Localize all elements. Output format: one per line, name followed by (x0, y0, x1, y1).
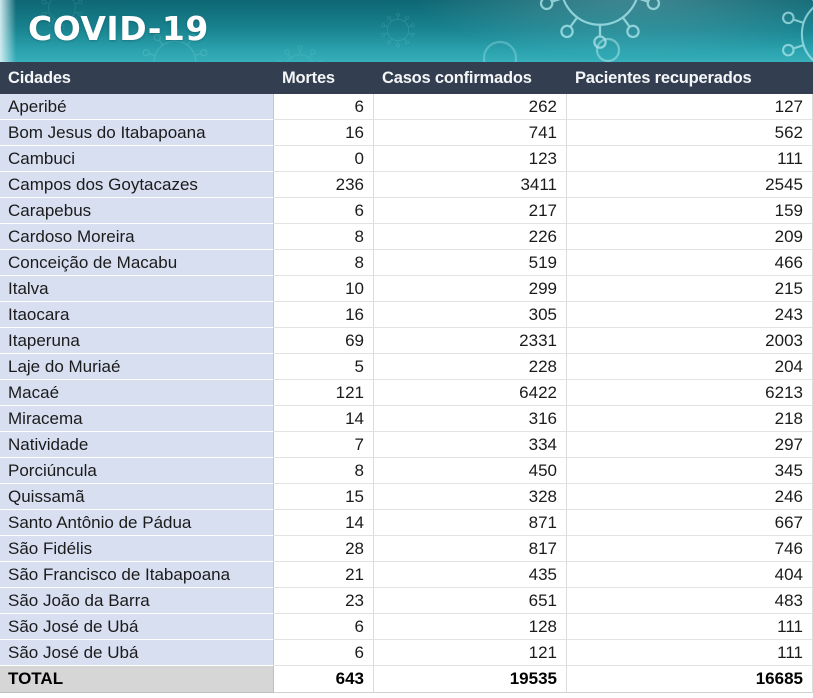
cell-recovered: 562 (567, 120, 813, 146)
cell-recovered: 218 (567, 406, 813, 432)
cell-recovered: 111 (567, 614, 813, 640)
cell-recovered: 2545 (567, 172, 813, 198)
cell-deaths: 8 (274, 250, 374, 276)
cell-recovered: 111 (567, 640, 813, 666)
table-row (0, 406, 813, 432)
cell-confirmed: 299 (374, 276, 567, 302)
table-row (0, 588, 813, 614)
cell-confirmed: 519 (374, 250, 567, 276)
cell-deaths: 8 (274, 224, 374, 250)
cell-confirmed: 316 (374, 406, 567, 432)
cell-recovered: 667 (567, 510, 813, 536)
table-row (0, 276, 813, 302)
cell-confirmed: 228 (374, 354, 567, 380)
table-row (0, 198, 813, 224)
cell-deaths: 16 (274, 302, 374, 328)
cell-city: Italva (0, 276, 274, 302)
cell-confirmed: 226 (374, 224, 567, 250)
cell-recovered: 466 (567, 250, 813, 276)
cell-city: São João da Barra (0, 588, 274, 614)
cell-confirmed: 741 (374, 120, 567, 146)
cell-deaths: 23 (274, 588, 374, 614)
column-header-confirmed: Casos confirmados (382, 69, 532, 87)
cell-deaths: 15 (274, 484, 374, 510)
cell-confirmed: 128 (374, 614, 567, 640)
cell-city: Quissamã (0, 484, 274, 510)
cell-deaths: 5 (274, 354, 374, 380)
cell-recovered: 297 (567, 432, 813, 458)
cell-city: Cambuci (0, 146, 274, 172)
cell-recovered: 159 (567, 198, 813, 224)
cell-deaths: 28 (274, 536, 374, 562)
cell-confirmed: 651 (374, 588, 567, 614)
cell-city: São Francisco de Itabapoana (0, 562, 274, 588)
cell-recovered: 204 (567, 354, 813, 380)
cell-confirmed: 871 (374, 510, 567, 536)
cell-city: Bom Jesus do Itabapoana (0, 120, 274, 146)
cell-confirmed: 2331 (374, 328, 567, 354)
table-row (0, 302, 813, 328)
table-row (0, 354, 813, 380)
cell-recovered: 483 (567, 588, 813, 614)
cell-city: Campos dos Goytacazes (0, 172, 274, 198)
table-row (0, 536, 813, 562)
cell-recovered: 209 (567, 224, 813, 250)
cell-recovered: 246 (567, 484, 813, 510)
cell-deaths: 6 (274, 640, 374, 666)
cell-recovered: 404 (567, 562, 813, 588)
cell-deaths: 6 (274, 198, 374, 224)
table-row (0, 146, 813, 172)
cell-deaths: 16 (274, 120, 374, 146)
table-row (0, 510, 813, 536)
cell-deaths: 6 (274, 614, 374, 640)
cell-deaths: 6 (274, 94, 374, 120)
table-row (0, 224, 813, 250)
table-row (0, 458, 813, 484)
cell-deaths: 7 (274, 432, 374, 458)
cell-confirmed: 6422 (374, 380, 567, 406)
table-row (0, 94, 813, 120)
cell-city: Carapebus (0, 198, 274, 224)
cell-city: Porciúncula (0, 458, 274, 484)
table-row (0, 614, 813, 640)
cell-recovered: 127 (567, 94, 813, 120)
table-row (0, 640, 813, 666)
banner (0, 0, 813, 62)
cell-deaths: 21 (274, 562, 374, 588)
cell-city: São José de Ubá (0, 614, 274, 640)
cell-confirmed: 817 (374, 536, 567, 562)
cell-recovered: 111 (567, 146, 813, 172)
total-confirmed-value: 19535 (374, 666, 567, 693)
cell-recovered: 2003 (567, 328, 813, 354)
cell-deaths: 236 (274, 172, 374, 198)
cell-city: Miracema (0, 406, 274, 432)
cell-recovered: 6213 (567, 380, 813, 406)
table-row (0, 120, 813, 146)
cell-city: Laje do Muriaé (0, 354, 274, 380)
cell-confirmed: 305 (374, 302, 567, 328)
table-row (0, 380, 813, 406)
cell-city: Natividade (0, 432, 274, 458)
cell-confirmed: 121 (374, 640, 567, 666)
total-label: TOTAL (0, 666, 274, 693)
cell-recovered: 215 (567, 276, 813, 302)
cell-confirmed: 3411 (374, 172, 567, 198)
table-row (0, 172, 813, 198)
table-row (0, 432, 813, 458)
cell-confirmed: 262 (374, 94, 567, 120)
table-row (0, 562, 813, 588)
cell-city: Cardoso Moreira (0, 224, 274, 250)
column-header-cities: Cidades (8, 69, 71, 87)
cell-city: Itaperuna (0, 328, 274, 354)
cell-city: São Fidélis (0, 536, 274, 562)
cell-deaths: 14 (274, 510, 374, 536)
cell-city: Macaé (0, 380, 274, 406)
cell-recovered: 243 (567, 302, 813, 328)
cell-confirmed: 450 (374, 458, 567, 484)
cell-confirmed: 217 (374, 198, 567, 224)
cell-confirmed: 328 (374, 484, 567, 510)
cell-deaths: 14 (274, 406, 374, 432)
column-header-recovered: Pacientes recuperados (575, 69, 752, 87)
column-header-deaths: Mortes (282, 69, 335, 87)
cell-confirmed: 435 (374, 562, 567, 588)
cell-deaths: 8 (274, 458, 374, 484)
cell-city: Itaocara (0, 302, 274, 328)
cell-deaths: 69 (274, 328, 374, 354)
cell-deaths: 121 (274, 380, 374, 406)
table-row (0, 484, 813, 510)
cell-recovered: 345 (567, 458, 813, 484)
page-title: COVID-19 (28, 9, 209, 48)
table-body (0, 94, 813, 666)
cell-city: Conceição de Macabu (0, 250, 274, 276)
cell-deaths: 10 (274, 276, 374, 302)
cell-city: São José de Ubá (0, 640, 274, 666)
table-row (0, 250, 813, 276)
cell-deaths: 0 (274, 146, 374, 172)
cell-recovered: 746 (567, 536, 813, 562)
cell-city: Santo Antônio de Pádua (0, 510, 274, 536)
cell-confirmed: 123 (374, 146, 567, 172)
table-total-row (0, 666, 813, 693)
total-deaths-value: 643 (274, 666, 374, 693)
table-row (0, 328, 813, 354)
table-header-row (0, 62, 813, 94)
cell-confirmed: 334 (374, 432, 567, 458)
total-recovered-value: 16685 (567, 666, 813, 693)
cell-city: Aperibé (0, 94, 274, 120)
